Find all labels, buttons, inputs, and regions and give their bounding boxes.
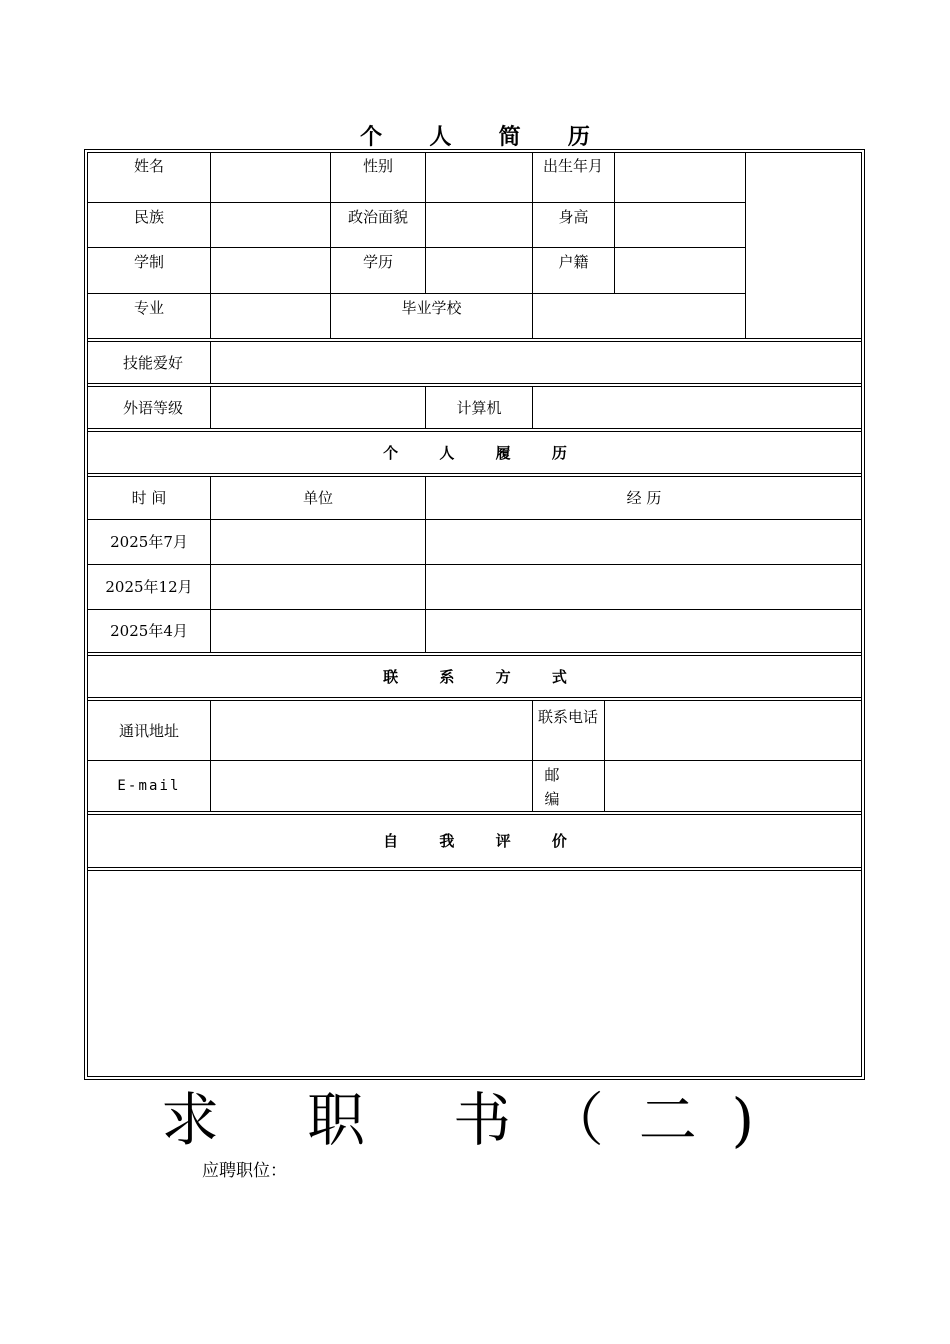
skills-label: 技能爱好 [122, 353, 183, 372]
school-field[interactable] [533, 294, 745, 338]
history-row-experience-field[interactable] [426, 565, 862, 609]
zip-label: 邮编 [544, 766, 560, 808]
ethnicity-label: 民族 [133, 208, 164, 226]
cover-letter-title: 求 职 书（二) [161, 1086, 789, 1154]
major-field[interactable] [211, 294, 330, 338]
address-field[interactable] [211, 701, 532, 760]
photo-area[interactable] [746, 152, 862, 338]
phone-field[interactable] [605, 701, 862, 760]
birth-label: 出生年月 [542, 157, 603, 175]
hukou-field[interactable] [615, 248, 745, 293]
self-evaluation-heading: 自 我 评 价 [383, 832, 585, 850]
history-row-time: 2025年12月 [105, 578, 193, 596]
school-label: 毕业学校 [401, 299, 462, 317]
history-row-experience-field[interactable] [426, 520, 862, 564]
name-label: 姓名 [133, 157, 164, 175]
section-divider [88, 867, 862, 868]
history-row-unit-field[interactable] [211, 565, 425, 609]
zip-field[interactable] [605, 761, 862, 811]
history-row-unit-field[interactable] [211, 610, 425, 652]
skills-field[interactable] [211, 342, 862, 383]
height-field[interactable] [615, 203, 745, 247]
section-divider [88, 383, 862, 384]
gender-field[interactable] [426, 152, 532, 202]
schooling-field[interactable] [211, 248, 330, 293]
phone-label: 联系电话 [538, 708, 599, 726]
section-divider [88, 697, 862, 698]
self-evaluation-field[interactable] [88, 871, 862, 1076]
history-col-unit: 单位 [302, 489, 333, 507]
section-divider [88, 338, 862, 339]
education-label: 学历 [362, 253, 393, 271]
page-title: 个 人 简 历 [360, 124, 610, 150]
politics-field[interactable] [426, 203, 532, 247]
hukou-label: 户籍 [558, 253, 589, 271]
education-field[interactable] [426, 248, 532, 293]
col-divider [532, 700, 533, 811]
history-col-time: 时 间 [131, 489, 167, 507]
ethnicity-field[interactable] [211, 203, 330, 247]
history-row-experience-field[interactable] [426, 610, 862, 652]
email-label: E-mail [117, 778, 181, 794]
email-field[interactable] [211, 761, 532, 811]
birth-field[interactable] [615, 152, 745, 202]
language-label: 外语等级 [122, 398, 183, 417]
computer-label: 计算机 [456, 398, 502, 417]
history-row-time: 2025年7月 [110, 533, 188, 551]
history-row-unit-field[interactable] [211, 520, 425, 564]
section-divider [88, 652, 862, 653]
section-divider [88, 428, 862, 429]
history-heading: 个 人 履 历 [383, 443, 585, 462]
name-field[interactable] [211, 152, 330, 202]
address-label: 通讯地址 [118, 721, 179, 740]
computer-field[interactable] [533, 387, 862, 428]
language-field[interactable] [211, 387, 425, 428]
schooling-label: 学制 [133, 253, 164, 271]
major-label: 专业 [133, 299, 164, 317]
apply-position-label: 应聘职位： [202, 1161, 287, 1181]
politics-label: 政治面貌 [347, 208, 408, 226]
gender-label: 性别 [362, 157, 393, 175]
history-row-time: 2025年4月 [110, 622, 188, 640]
section-divider [88, 473, 862, 474]
contact-heading: 联 系 方 式 [383, 667, 585, 686]
section-divider [88, 811, 862, 812]
history-col-experience: 经 历 [626, 489, 662, 507]
height-label: 身高 [558, 208, 589, 226]
